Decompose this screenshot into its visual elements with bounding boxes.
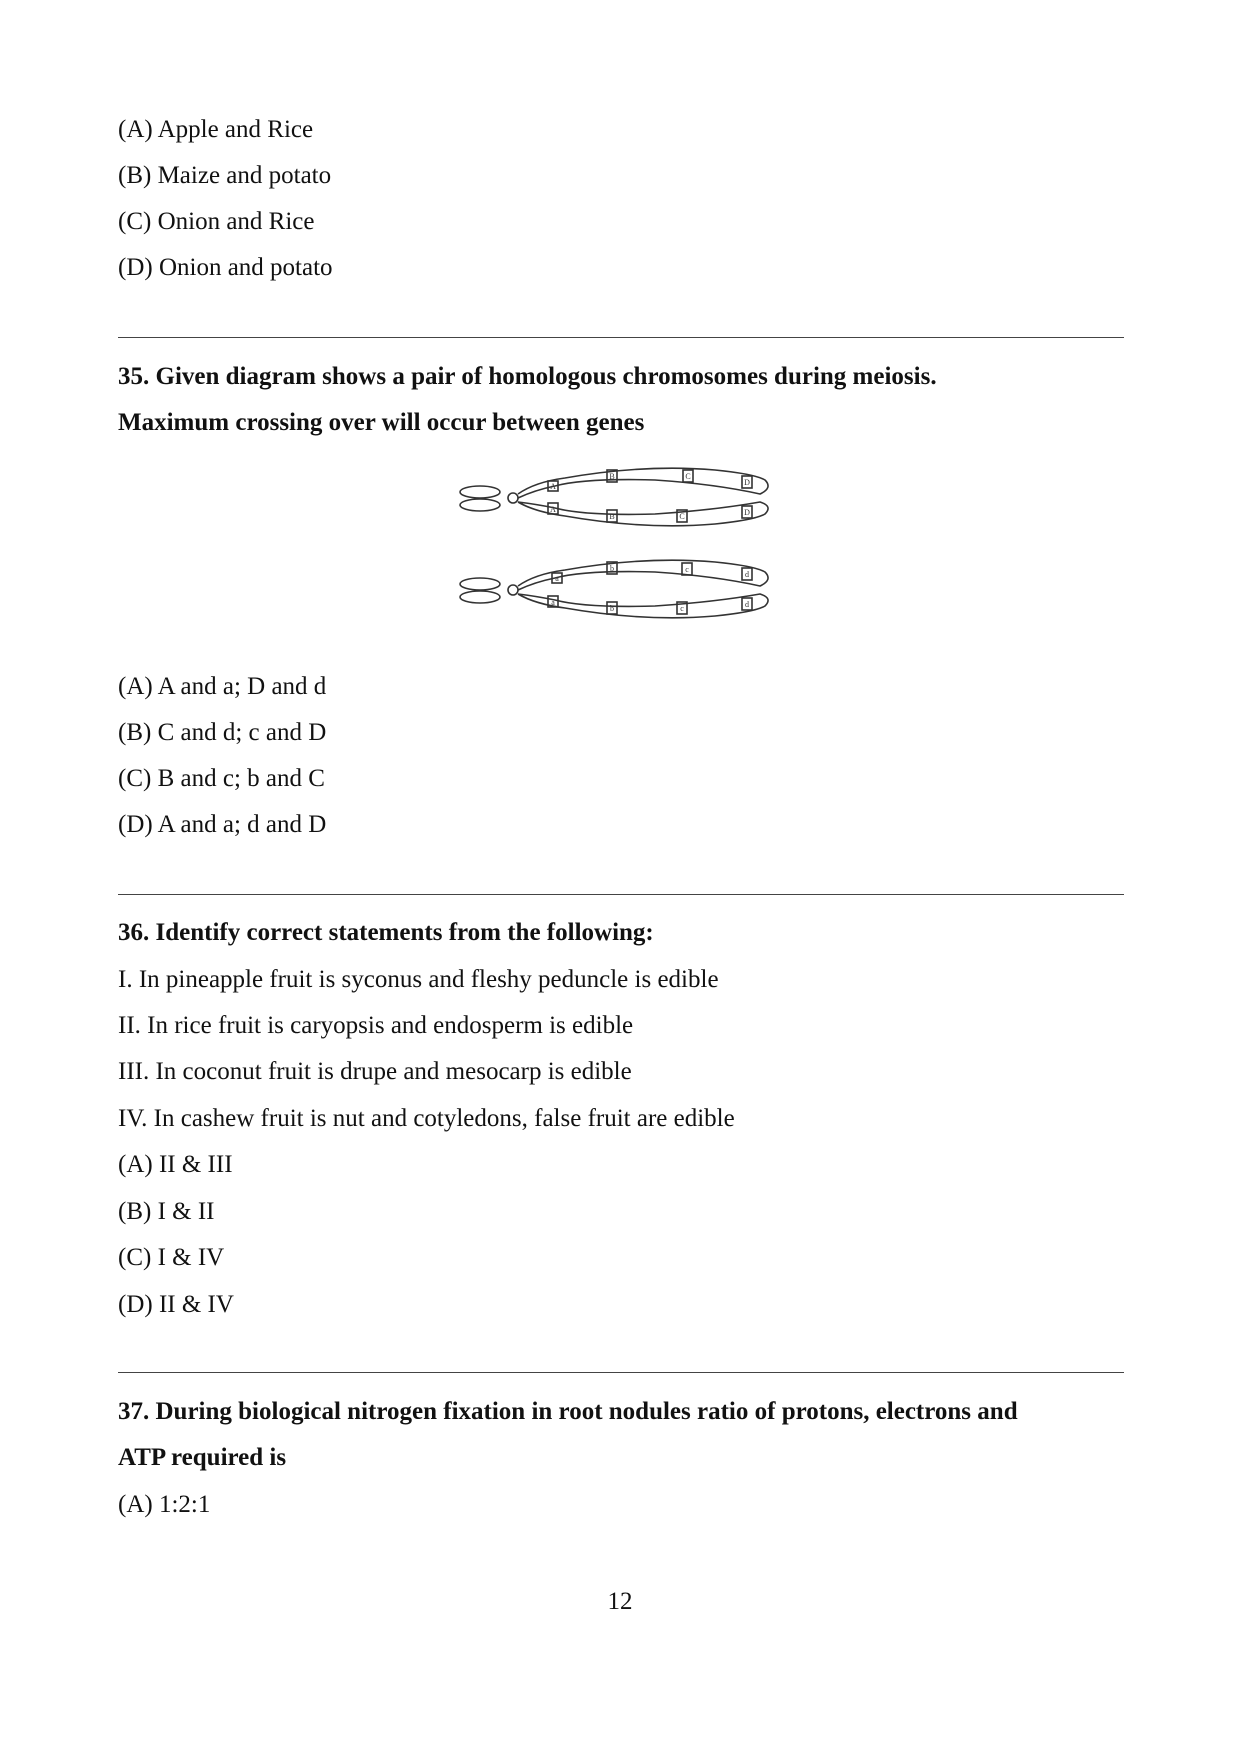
q36-statement-1: I. In pineapple fruit is syconus and fleshy peduncle is edible: [118, 966, 719, 993]
q34-option-a: (A) Apple and Rice: [118, 116, 314, 143]
q34-option-c: (C) Onion and Rice: [118, 208, 315, 235]
gene-label: b: [610, 604, 614, 613]
q35-option-d: (D) A and a; d and D: [118, 811, 327, 838]
q35-option-a: (A) A and a; D and d: [118, 673, 327, 700]
q36-statement-4: IV. In cashew fruit is nut and cotyledons, false fruit are edible: [118, 1105, 735, 1132]
gene-label: D: [744, 508, 750, 517]
gene-label: B: [609, 512, 615, 521]
q36-option-d: (D) II & IV: [118, 1291, 234, 1318]
gene-label: b: [610, 564, 614, 573]
q35-title-line2: Maximum crossing over will occur between genes: [118, 409, 645, 436]
gene-label: a: [551, 598, 555, 607]
gene-label: A: [550, 482, 556, 491]
gene-label: B: [609, 472, 615, 481]
gene-label: C: [685, 472, 691, 481]
divider: [118, 894, 1124, 895]
gene-label: d: [745, 570, 749, 579]
page-number: 12: [607, 1588, 633, 1615]
q36-title: 36. Identify correct statements from the following:: [118, 919, 654, 946]
q34-option-d: (D) Onion and potato: [118, 254, 333, 281]
gene-label: A: [550, 505, 556, 514]
q36-option-b: (B) I & II: [118, 1198, 215, 1225]
q35-title-line1: 35. Given diagram shows a pair of homologous chromosomes during meiosis.: [118, 363, 937, 390]
q35-option-b: (B) C and d; c and D: [118, 719, 327, 746]
q34-option-b: (B) Maize and potato: [118, 162, 332, 189]
gene-label: c: [680, 604, 684, 613]
gene-label: D: [744, 478, 750, 487]
divider: [118, 337, 1124, 338]
q36-statement-3: III. In coconut fruit is drupe and mesocarp is edible: [118, 1058, 632, 1085]
q36-option-a: (A) II & III: [118, 1151, 233, 1178]
gene-label: a: [555, 574, 559, 583]
q35-option-c: (C) B and c; b and C: [118, 765, 325, 792]
gene-label: c: [685, 565, 689, 574]
gene-label: d: [745, 600, 749, 609]
homologous-chromosomes-diagram: [455, 462, 795, 642]
q36-option-c: (C) I & IV: [118, 1244, 225, 1271]
divider: [118, 1372, 1124, 1373]
q37-title-line2: ATP required is: [118, 1444, 287, 1471]
q36-statement-2: II. In rice fruit is caryopsis and endosperm is edible: [118, 1012, 634, 1039]
q37-title-line1: 37. During biological nitrogen fixation in root nodules ratio of protons, electrons and: [118, 1398, 1018, 1425]
gene-label: C: [679, 512, 685, 521]
q37-option-a: (A) 1:2:1: [118, 1491, 211, 1518]
